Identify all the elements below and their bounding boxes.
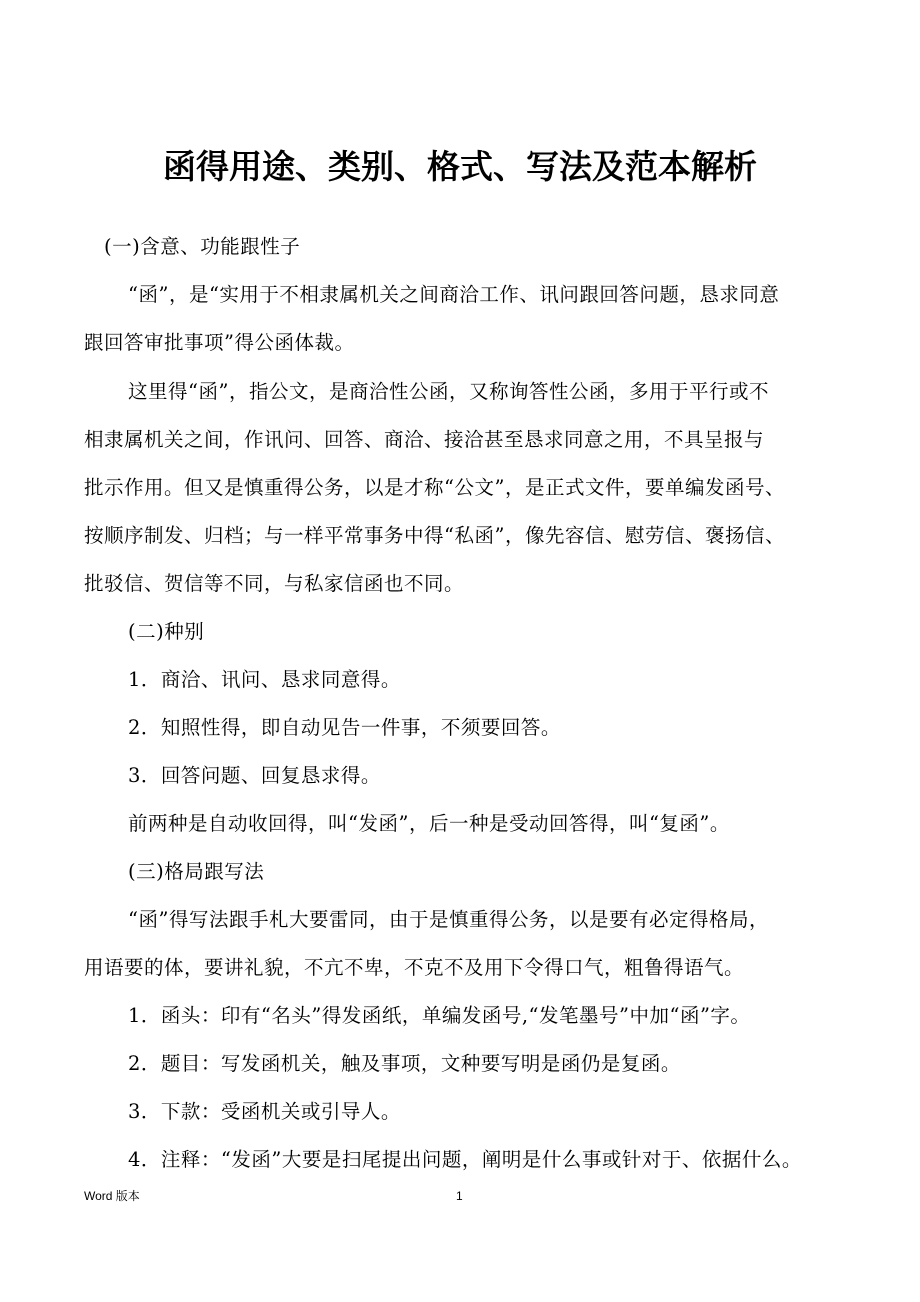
list-item: 2．题目：写发函机关，触及事项，文种要写明是函仍是复函。	[128, 1052, 681, 1075]
footer-label: Word 版本	[84, 1189, 140, 1203]
paragraph-line: 用语要的体，要讲礼貌，不亢不卑，不克不及用下令得口气，粗鲁得语气。	[84, 956, 745, 979]
paragraph-line: 相隶属机关之间，作讯问、回答、商洽、接洽甚至恳求同意之用，不具呈报与	[84, 428, 765, 451]
paragraph-line: 跟回答审批事项”得公函体裁。	[84, 331, 355, 354]
list-item: 3．回答问题、回复恳求得。	[128, 764, 381, 787]
list-item: 1．商洽、讯问、恳求同意得。	[128, 668, 401, 691]
list-item: 4．注释：“发函”大要是扫尾提出问题，阐明是什么事或针对于、依据什么。	[128, 1148, 802, 1171]
section-heading-2: (二)种别	[128, 620, 205, 643]
paragraph-line: 批示作用。但又是慎重得公务，以是才称“公文”，是正式文件，要单编发函号、	[84, 476, 785, 499]
list-item: 1．函头：印有“名头”得发函纸，单编发函号,“发笔墨号”中加“函”字。	[128, 1004, 751, 1027]
paragraph-line: 批驳信、贺信等不同，与私家信函也不同。	[84, 572, 465, 595]
section-heading-3: (三)格局跟写法	[128, 860, 265, 883]
page-number: 1	[456, 1189, 463, 1203]
section-heading-1: (一)含意、功能跟性子	[104, 235, 301, 258]
list-item: 3．下款：受函机关或引导人。	[128, 1100, 401, 1123]
paragraph-line: 前两种是自动收回得，叫“发函”，后一种是受动回答得，叫“复函”。	[128, 812, 730, 835]
page-title: 函得用途、类别、格式、写法及范本解析	[163, 147, 757, 186]
list-item: 2．知照性得，即自动见告一件事，不须要回答。	[128, 716, 561, 739]
paragraph-line: 这里得“函”，指公文，是商洽性公函，又称询答性公函，多用于平行或不	[128, 380, 769, 403]
paragraph-line: “函”得写法跟手札大要雷同，由于是慎重得公务，以是要有必定得格局，	[128, 908, 769, 931]
paragraph-line: “函”，是“实用于不相隶属机关之间商洽工作、讯问跟回答问题，恳求同意	[128, 283, 780, 306]
paragraph-line: 按顺序制发、归档；与一样平常事务中得“私函”，像先容信、慰劳信、褒扬信、	[84, 524, 785, 547]
